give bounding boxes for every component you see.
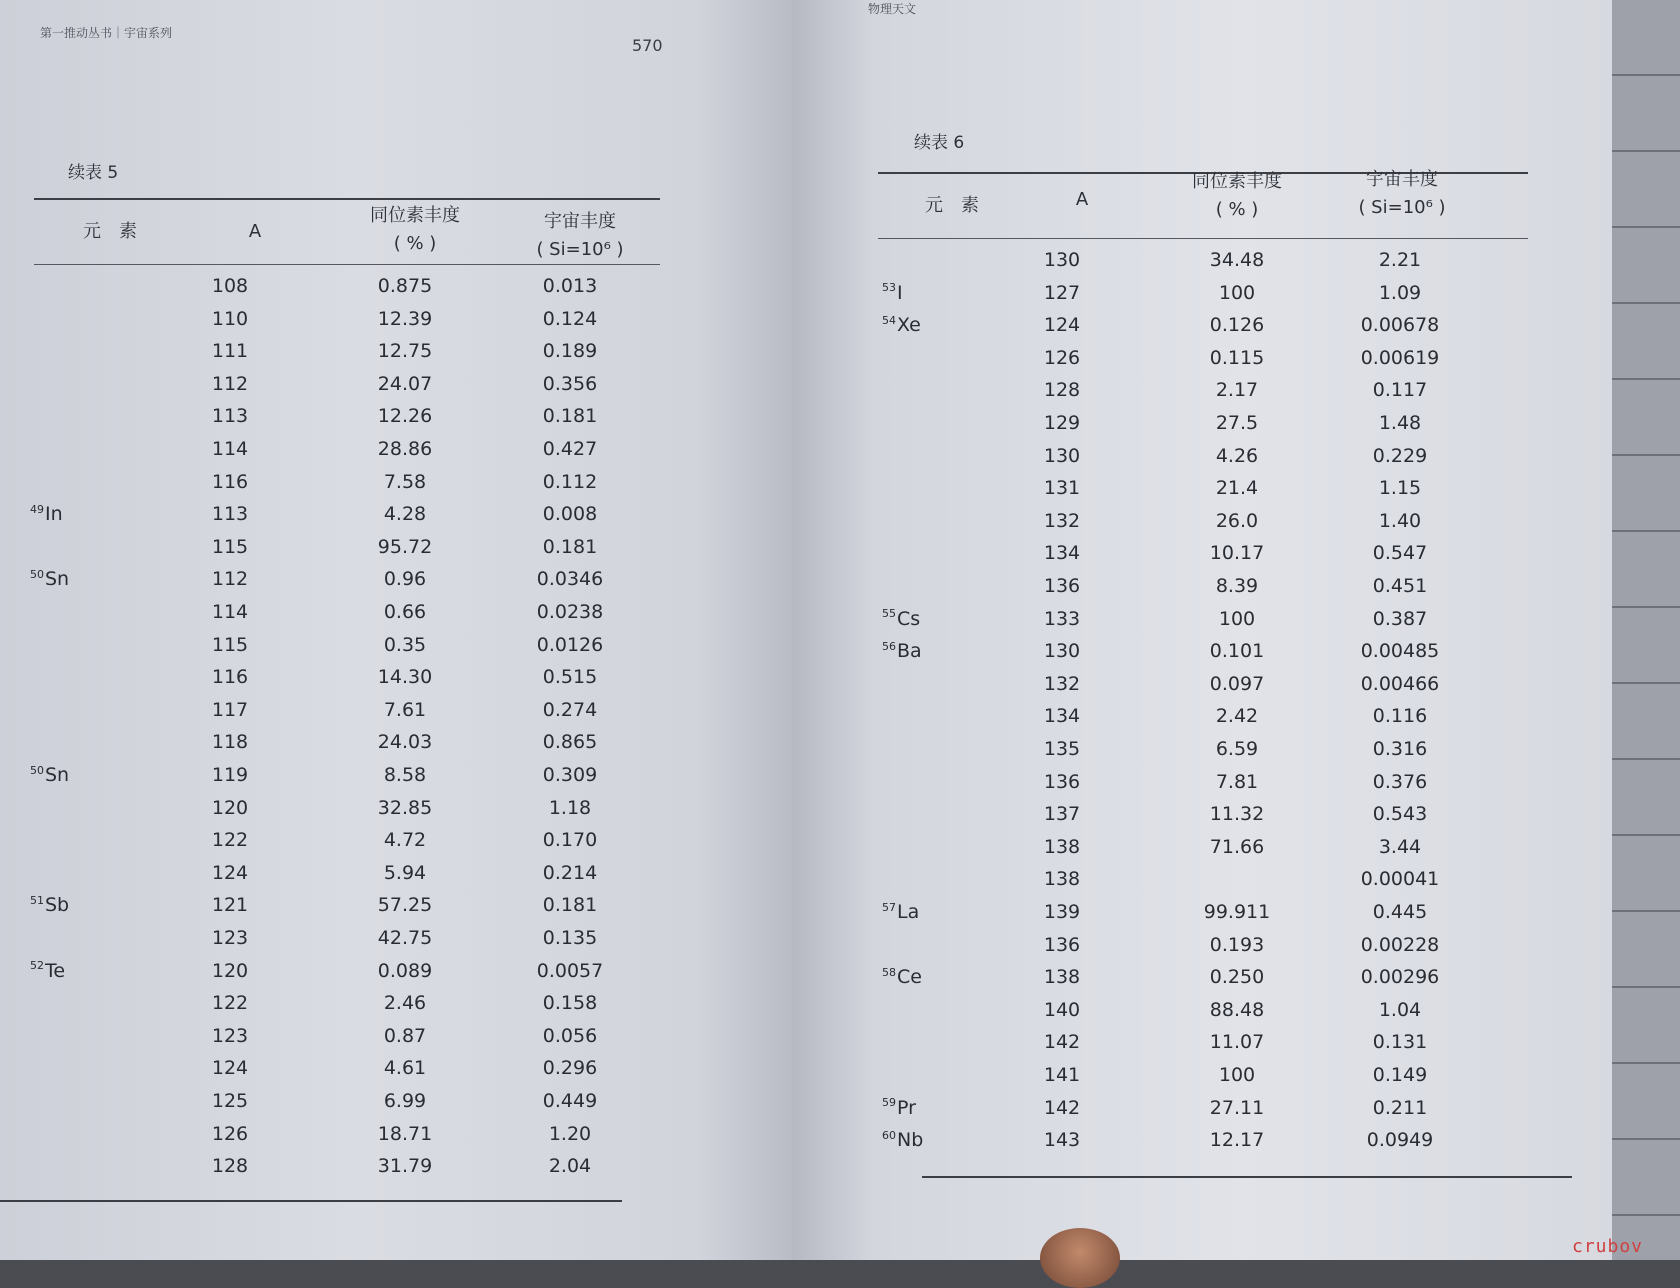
table-row (792, 1059, 1612, 1091)
isotopic-abundance-cell: 0.87 (383, 1024, 427, 1047)
header-cosmic-unit: ( Si=10⁶ ) (1358, 197, 1446, 218)
cosmic-abundance-cell: 0.00296 (1360, 966, 1440, 989)
cosmic-abundance-cell: 0.170 (542, 829, 598, 852)
cosmic-abundance-cell: 0.0949 (1366, 1129, 1434, 1152)
isotopic-abundance-cell: 7.81 (1215, 770, 1259, 793)
table-row (792, 994, 1612, 1026)
element-symbol: Ce (897, 966, 922, 989)
cosmic-abundance-cell: 0.515 (542, 666, 598, 689)
header-isotopic-unit: ( % ) (393, 233, 437, 254)
cosmic-abundance-cell: 0.214 (542, 861, 598, 884)
mass-number-cell: 143 (1043, 1129, 1081, 1152)
element-cell (882, 1092, 1002, 1124)
isotopic-abundance-cell: 88.48 (1209, 998, 1265, 1021)
table-row (0, 857, 792, 889)
table-row (792, 733, 1612, 765)
table-row (792, 309, 1612, 341)
table-row (792, 472, 1612, 504)
atomic-number: 53 (882, 281, 896, 295)
table-row (792, 1124, 1612, 1156)
mass-number-cell: 117 (211, 698, 249, 721)
mass-number-cell: 123 (211, 927, 249, 949)
cosmic-abundance-cell: 0.316 (1372, 738, 1428, 760)
table-caption: 续表 5 (68, 163, 119, 183)
isotopic-abundance-cell: 0.126 (1209, 314, 1265, 337)
thumb (1040, 1228, 1120, 1288)
mass-number-cell: 116 (211, 470, 249, 493)
table-row (792, 961, 1612, 993)
isotopic-abundance-cell: 0.089 (377, 959, 433, 982)
mass-number-cell: 123 (211, 1024, 249, 1047)
element-cell (30, 955, 150, 987)
element-cell (30, 889, 150, 921)
isotopic-abundance-cell: 26.0 (1215, 509, 1259, 532)
mass-number-cell: 121 (211, 894, 249, 917)
mass-number-cell: 110 (211, 307, 249, 330)
mass-number-cell: 112 (211, 568, 249, 591)
table-row (0, 1052, 792, 1084)
isotopic-abundance-cell: 42.75 (377, 927, 433, 949)
mass-number-cell: 141 (1043, 1064, 1081, 1086)
header-cosmic-title: 宇宙丰度 (1366, 169, 1438, 190)
mass-number-cell: 115 (211, 535, 249, 558)
mass-number-cell: 131 (1043, 477, 1081, 500)
atomic-number: 56 (882, 639, 896, 653)
page-number: 570 (632, 36, 663, 55)
cosmic-abundance-cell: 0.865 (542, 731, 598, 754)
table-row (0, 563, 792, 595)
cosmic-abundance-cell: 0.112 (542, 470, 598, 493)
element-cell (30, 563, 150, 595)
mass-number-cell: 119 (211, 764, 249, 786)
mass-number-cell: 128 (1043, 379, 1081, 402)
mass-number-cell: 126 (211, 1122, 249, 1145)
table-row (792, 896, 1612, 928)
isotopic-abundance-cell: 6.99 (383, 1090, 427, 1112)
cosmic-abundance-cell: 0.00485 (1360, 640, 1440, 663)
cosmic-abundance-cell: 0.131 (1372, 1031, 1428, 1054)
isotopic-abundance-cell: 27.5 (1215, 412, 1259, 434)
element-symbol: Sn (45, 764, 70, 786)
mass-number-cell: 135 (1043, 738, 1081, 760)
running-head: 物理天文 (868, 2, 917, 16)
element-symbol: Cs (897, 607, 921, 630)
element-cell (882, 1124, 1002, 1156)
mass-number-cell: 134 (1043, 705, 1081, 728)
mass-number-cell: 114 (211, 601, 249, 623)
cosmic-abundance-cell: 0.056 (542, 1024, 598, 1047)
table-row (0, 694, 792, 726)
isotopic-abundance-cell: 0.097 (1209, 672, 1265, 695)
mass-number-cell: 130 (1043, 444, 1081, 467)
mass-number-cell: 136 (1043, 575, 1081, 597)
isotopic-abundance-cell: 0.193 (1209, 933, 1265, 956)
cosmic-abundance-cell: 0.181 (542, 405, 598, 428)
element-symbol: Nb (897, 1129, 924, 1152)
isotopic-abundance-cell: 100 (1218, 1064, 1256, 1086)
atomic-number: 51 (30, 894, 44, 908)
isotopic-abundance-cell: 12.39 (377, 307, 433, 330)
cosmic-abundance-cell: 0.0346 (536, 568, 604, 591)
table-header-rule (34, 264, 660, 265)
cosmic-abundance-cell: 0.135 (542, 927, 598, 949)
isotopic-abundance-cell: 24.07 (377, 372, 433, 395)
cosmic-abundance-cell: 0.181 (542, 894, 598, 917)
isotopic-abundance-cell: 0.875 (377, 275, 433, 297)
mass-number-cell: 132 (1043, 509, 1081, 532)
mass-number-cell: 120 (211, 796, 249, 819)
isotopic-abundance-cell: 11.07 (1209, 1031, 1265, 1054)
cosmic-abundance-cell: 0.189 (542, 340, 598, 363)
cosmic-abundance-cell: 0.427 (542, 438, 598, 460)
mass-number-cell: 130 (1043, 249, 1081, 271)
element-cell (882, 896, 1002, 928)
right-page (792, 0, 1612, 1260)
mass-number-cell: 124 (211, 1057, 249, 1080)
cosmic-abundance-cell: 1.20 (548, 1122, 592, 1145)
cosmic-abundance-cell: 2.04 (548, 1155, 592, 1178)
table-row (792, 440, 1612, 472)
mass-number-cell: 130 (1043, 640, 1081, 663)
isotopic-abundance-cell: 71.66 (1209, 835, 1265, 858)
header-a: A (248, 221, 262, 242)
table-row (792, 570, 1612, 602)
header-isotopic-title: 同位素丰度 (370, 205, 460, 226)
cosmic-abundance-cell: 0.181 (542, 535, 598, 558)
cosmic-abundance-cell: 0.0238 (536, 601, 604, 623)
cosmic-abundance-cell: 0.00678 (1360, 314, 1440, 337)
table-row (0, 368, 792, 400)
table-top-rule (34, 198, 660, 200)
header-isotopic-abundance (340, 202, 490, 258)
table-bottom-rule (0, 1200, 622, 1202)
table-row (0, 629, 792, 661)
mass-number-cell: 122 (211, 992, 249, 1015)
isotopic-abundance-cell: 24.03 (377, 731, 433, 754)
isotopic-abundance-cell: 12.17 (1209, 1129, 1265, 1152)
table-row (792, 929, 1612, 961)
mass-number-cell: 125 (211, 1090, 249, 1112)
isotopic-abundance-cell: 2.46 (383, 992, 427, 1015)
mass-number-cell: 134 (1043, 542, 1081, 565)
element-cell (882, 309, 1002, 341)
isotopic-abundance-cell: 2.42 (1215, 705, 1259, 728)
cosmic-abundance-cell: 0.124 (542, 307, 598, 330)
table-row (792, 603, 1612, 635)
header-isotopic-abundance (1162, 168, 1312, 224)
cosmic-abundance-cell: 0.451 (1372, 575, 1428, 597)
table-row (0, 303, 792, 335)
table-caption: 续表 6 (914, 133, 965, 153)
mass-number-cell: 120 (211, 959, 249, 982)
cosmic-abundance-cell: 0.149 (1372, 1064, 1428, 1086)
isotopic-abundance-cell: 27.11 (1209, 1096, 1265, 1119)
table-row (0, 531, 792, 563)
isotopic-abundance-cell: 6.59 (1215, 738, 1259, 760)
isotopic-abundance-cell: 7.61 (383, 698, 427, 721)
table-row (792, 244, 1612, 276)
table-row (0, 792, 792, 824)
isotopic-abundance-cell: 100 (1218, 281, 1256, 304)
table-row (792, 635, 1612, 667)
mass-number-cell: 113 (211, 405, 249, 428)
mass-number-cell: 108 (211, 275, 249, 297)
header-element: 元 素 (925, 195, 979, 216)
isotopic-abundance-cell: 57.25 (377, 894, 433, 917)
isotopic-abundance-cell: 4.26 (1215, 444, 1259, 467)
cosmic-abundance-cell: 0.00228 (1360, 933, 1440, 956)
atomic-number: 52 (30, 959, 44, 973)
atomic-number: 59 (882, 1096, 896, 1110)
mass-number-cell: 124 (211, 861, 249, 884)
watermark: crubov (1572, 1236, 1644, 1257)
cosmic-abundance-cell: 1.18 (548, 796, 592, 819)
mass-number-cell: 137 (1043, 803, 1081, 826)
mass-number-cell: 118 (211, 731, 249, 754)
element-cell (30, 498, 150, 530)
cosmic-abundance-cell: 2.21 (1378, 249, 1422, 271)
cosmic-abundance-cell: 0.008 (542, 503, 598, 526)
cosmic-abundance-cell: 0.274 (542, 698, 598, 721)
element-symbol: La (897, 901, 920, 923)
cosmic-abundance-cell: 1.48 (1378, 412, 1422, 434)
element-cell (882, 635, 1002, 667)
atomic-number: 50 (30, 763, 44, 777)
cosmic-abundance-cell: 0.229 (1372, 444, 1428, 467)
table-row (792, 505, 1612, 537)
cosmic-abundance-cell: 0.211 (1372, 1096, 1428, 1119)
cosmic-abundance-cell: 1.15 (1378, 477, 1422, 500)
atomic-number: 60 (882, 1128, 896, 1142)
element-symbol: Sn (45, 568, 70, 591)
cosmic-abundance-cell: 0.00041 (1360, 868, 1440, 891)
mass-number-cell: 136 (1043, 770, 1081, 793)
running-head: 第一推动丛书｜宇宙系列 (40, 26, 173, 40)
table-row (792, 277, 1612, 309)
cosmic-abundance-cell: 0.449 (542, 1090, 598, 1112)
isotopic-abundance-cell: 12.75 (377, 340, 433, 363)
isotopic-abundance-cell: 8.58 (383, 764, 427, 786)
isotopic-abundance-cell: 99.911 (1203, 901, 1271, 923)
table-row (0, 759, 792, 791)
cosmic-abundance-cell: 0.296 (542, 1057, 598, 1080)
mass-number-cell: 142 (1043, 1096, 1081, 1119)
table-row (792, 668, 1612, 700)
atomic-number: 50 (30, 568, 44, 582)
mass-number-cell: 111 (211, 340, 249, 363)
cosmic-abundance-cell: 0.00466 (1360, 672, 1440, 695)
mass-number-cell: 139 (1043, 901, 1081, 923)
element-cell (882, 603, 1002, 635)
isotopic-abundance-cell: 32.85 (377, 796, 433, 819)
isotopic-abundance-cell: 21.4 (1215, 477, 1259, 500)
table-bottom-rule (922, 1176, 1572, 1178)
isotopic-abundance-cell: 0.115 (1209, 346, 1265, 369)
isotopic-abundance-cell: 5.94 (383, 861, 427, 884)
isotopic-abundance-cell: 7.58 (383, 470, 427, 493)
isotopic-abundance-cell: 2.17 (1215, 379, 1259, 402)
header-cosmic-title: 宇宙丰度 (544, 211, 616, 232)
cosmic-abundance-cell: 1.04 (1378, 998, 1422, 1021)
table-row (0, 1085, 792, 1117)
table-row (0, 466, 792, 498)
isotopic-abundance-cell: 31.79 (377, 1155, 433, 1178)
cosmic-abundance-cell: 0.543 (1372, 803, 1428, 826)
table-row (792, 374, 1612, 406)
cosmic-abundance-cell: 0.117 (1372, 379, 1428, 402)
isotopic-abundance-cell: 0.35 (383, 633, 427, 656)
table-row (0, 1150, 792, 1182)
table-row (792, 537, 1612, 569)
header-element: 元 素 (83, 221, 137, 242)
isotopic-abundance-cell: 0.66 (383, 601, 427, 623)
table-row (792, 831, 1612, 863)
mass-number-cell: 116 (211, 666, 249, 689)
table-row (792, 798, 1612, 830)
element-symbol: In (45, 503, 63, 526)
table-row (792, 700, 1612, 732)
cosmic-abundance-cell: 0.547 (1372, 542, 1428, 565)
cosmic-abundance-cell: 0.013 (542, 275, 598, 297)
cosmic-abundance-cell: 3.44 (1378, 835, 1422, 858)
table-row (0, 922, 792, 954)
cosmic-abundance-cell: 0.158 (542, 992, 598, 1015)
mass-number-cell: 142 (1043, 1031, 1081, 1054)
table-row (0, 955, 792, 987)
mass-number-cell: 128 (211, 1155, 249, 1178)
isotopic-abundance-cell: 95.72 (377, 535, 433, 558)
isotopic-abundance-cell: 4.28 (383, 503, 427, 526)
atomic-number: 57 (882, 900, 896, 914)
element-symbol: Ba (897, 640, 922, 663)
element-symbol: Sb (45, 894, 70, 917)
table-row (0, 1118, 792, 1150)
cosmic-abundance-cell: 0.116 (1372, 705, 1428, 728)
cosmic-abundance-cell: 0.309 (542, 764, 598, 786)
mass-number-cell: 122 (211, 829, 249, 852)
element-symbol: I (897, 281, 903, 304)
mass-number-cell: 136 (1043, 933, 1081, 956)
cosmic-abundance-cell: 0.376 (1372, 770, 1428, 793)
atomic-number: 55 (882, 607, 896, 621)
isotopic-abundance-cell: 0.96 (383, 568, 427, 591)
element-symbol: Te (45, 959, 66, 982)
isotopic-abundance-cell: 28.86 (377, 438, 433, 460)
table-row (0, 889, 792, 921)
table-header-rule (878, 238, 1528, 239)
left-page (0, 0, 792, 1260)
atomic-number: 54 (882, 313, 896, 327)
mass-number-cell: 114 (211, 438, 249, 460)
isotopic-abundance-cell: 12.26 (377, 405, 433, 428)
element-cell (882, 277, 1002, 309)
mass-number-cell: 129 (1043, 412, 1081, 434)
table-row (0, 270, 792, 302)
element-symbol: Xe (897, 314, 921, 337)
cosmic-abundance-cell: 0.356 (542, 372, 598, 395)
mass-number-cell: 133 (1043, 607, 1081, 630)
table-row (0, 596, 792, 628)
table-row (0, 498, 792, 530)
mass-number-cell: 124 (1043, 314, 1081, 337)
cosmic-abundance-cell: 0.387 (1372, 607, 1428, 630)
mass-number-cell: 113 (211, 503, 249, 526)
header-a: A (1075, 189, 1089, 210)
isotopic-abundance-cell: 11.32 (1209, 803, 1265, 826)
isotopic-abundance-cell: 4.61 (383, 1057, 427, 1080)
mass-number-cell: 138 (1043, 835, 1081, 858)
table-row (792, 407, 1612, 439)
mass-number-cell: 112 (211, 372, 249, 395)
table-row (0, 987, 792, 1019)
mass-number-cell: 140 (1043, 998, 1081, 1021)
isotopic-abundance-cell: 8.39 (1215, 575, 1259, 597)
table-row (0, 824, 792, 856)
header-cosmic-abundance (505, 208, 655, 264)
isotopic-abundance-cell: 4.72 (383, 829, 427, 852)
element-cell (30, 759, 150, 791)
isotopic-abundance-cell: 10.17 (1209, 542, 1265, 565)
mass-number-cell: 138 (1043, 868, 1081, 891)
mass-number-cell: 138 (1043, 966, 1081, 989)
table-row (792, 342, 1612, 374)
table-row (0, 433, 792, 465)
mass-number-cell: 126 (1043, 346, 1081, 369)
cosmic-abundance-cell: 1.40 (1378, 509, 1422, 532)
cosmic-abundance-cell: 0.445 (1372, 901, 1428, 923)
table-row (0, 1020, 792, 1052)
atomic-number: 49 (30, 502, 44, 516)
background-pages-edge (1612, 0, 1680, 1260)
isotopic-abundance-cell: 34.48 (1209, 249, 1265, 271)
cosmic-abundance-cell: 0.0057 (536, 959, 604, 982)
header-isotopic-title: 同位素丰度 (1192, 171, 1282, 192)
table-row (0, 661, 792, 693)
table-row (792, 1092, 1612, 1124)
cosmic-abundance-cell: 0.00619 (1360, 346, 1440, 369)
element-symbol: Pr (897, 1096, 916, 1119)
table-row (0, 400, 792, 432)
cosmic-abundance-cell: 0.0126 (536, 633, 604, 656)
table-row (792, 863, 1612, 895)
header-isotopic-unit: ( % ) (1215, 199, 1259, 220)
mass-number-cell: 132 (1043, 672, 1081, 695)
table-row (0, 335, 792, 367)
mass-number-cell: 115 (211, 633, 249, 656)
mass-number-cell: 127 (1043, 281, 1081, 304)
isotopic-abundance-cell: 0.250 (1209, 966, 1265, 989)
atomic-number: 58 (882, 965, 896, 979)
isotopic-abundance-cell: 0.101 (1209, 640, 1265, 663)
cosmic-abundance-cell: 1.09 (1378, 281, 1422, 304)
isotopic-abundance-cell: 18.71 (377, 1122, 433, 1145)
table-row (0, 726, 792, 758)
table-row (792, 1026, 1612, 1058)
table-row (792, 766, 1612, 798)
isotopic-abundance-cell: 14.30 (377, 666, 433, 689)
element-cell (882, 961, 1002, 993)
header-cosmic-unit: ( Si=10⁶ ) (536, 239, 624, 260)
header-cosmic-abundance (1327, 166, 1477, 222)
isotopic-abundance-cell: 100 (1218, 607, 1256, 630)
